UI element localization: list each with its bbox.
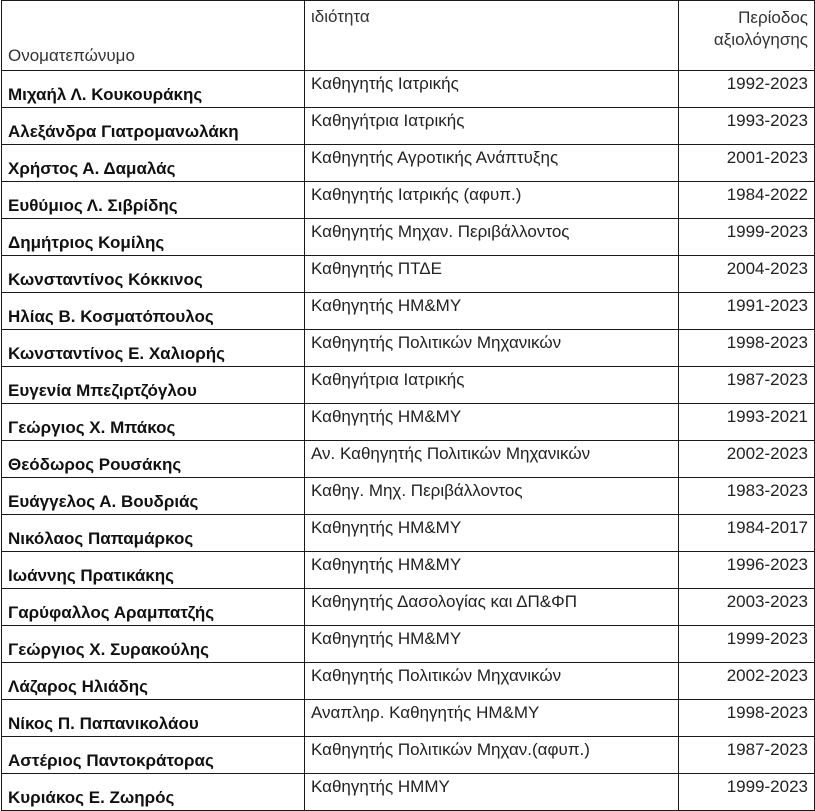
name-cell: Ευθύμιος Λ. Σιβρίδης [2,182,305,219]
role-cell: Καθηγήτρια Ιατρικής [305,367,679,404]
table-row [2,145,815,182]
role-cell: Καθηγητής ΗΜ&ΜΥ [305,515,679,552]
name-cell: Αστέριος Παντοκράτορας [2,737,305,774]
table-row [2,367,815,404]
role-cell: Καθηγητής Ιατρικής [305,71,679,108]
period-cell: 2002-2023 [679,663,815,700]
header-period-line2: αξιολόγησης [713,30,808,49]
period-cell: 2004-2023 [679,256,815,293]
table-header-row [2,1,815,71]
period-cell: 1999-2023 [679,626,815,663]
table-row [2,626,815,663]
role-cell: Καθηγητής Ιατρικής (αφυπ.) [305,182,679,219]
role-cell: Καθηγητής Πολιτικών Μηχανικών [305,663,679,700]
period-cell: 1984-2017 [679,515,815,552]
table-row [2,108,815,145]
role-cell: Καθηγητής ΗΜ&ΜΥ [305,626,679,663]
name-cell: Αλεξάνδρα Γιατρομανωλάκη [2,108,305,145]
role-cell: Καθηγητής ΗΜ&ΜΥ [305,293,679,330]
period-cell: 1993-2021 [679,404,815,441]
table-row [2,293,815,330]
name-cell: Νικόλαος Παπαμάρκος [2,515,305,552]
table-row [2,404,815,441]
name-cell: Λάζαρος Ηλιάδης [2,663,305,700]
table-row [2,182,815,219]
name-cell: Γεώργιος Χ. Μπάκος [2,404,305,441]
name-cell: Μιχαήλ Λ. Κουκουράκης [2,71,305,108]
period-cell: 1999-2023 [679,219,815,256]
name-cell: Ευγενία Μπεζιρτζόγλου [2,367,305,404]
name-cell: Κυριάκος Ε. Ζωηρός [2,774,305,811]
header-role: ιδιότητα [305,1,679,71]
header-period-line1: Περίοδος [738,8,808,27]
name-cell: Θεόδωρος Ρουσάκης [2,441,305,478]
role-cell: Καθηγητής ΗΜΜΥ [305,774,679,811]
name-cell: Χρήστος Α. Δαμαλάς [2,145,305,182]
period-cell: 1998-2023 [679,330,815,367]
period-cell: 2002-2023 [679,441,815,478]
name-cell: Νίκος Π. Παπανικολάου [2,700,305,737]
table-row [2,71,815,108]
period-cell: 1987-2023 [679,737,815,774]
role-cell: Καθηγητής Μηχαν. Περιβάλλοντος [305,219,679,256]
name-cell: Κωνσταντίνος Κόκκινος [2,256,305,293]
table-row [2,441,815,478]
period-cell: 1998-2023 [679,700,815,737]
role-cell: Καθηγητής ΗΜ&ΜΥ [305,404,679,441]
table-row [2,330,815,367]
period-cell: 1983-2023 [679,478,815,515]
period-cell: 1991-2023 [679,293,815,330]
table-row [2,589,815,626]
table-row [2,478,815,515]
evaluators-table [1,0,815,811]
role-cell: Καθηγητής ΗΜ&ΜΥ [305,552,679,589]
name-cell: Ιωάννης Πρατικάκης [2,552,305,589]
period-cell: 2003-2023 [679,589,815,626]
period-cell: 1987-2023 [679,367,815,404]
role-cell: Καθηγητής Πολιτικών Μηχανικών [305,330,679,367]
table-row [2,219,815,256]
table-row [2,552,815,589]
period-cell: 1996-2023 [679,552,815,589]
role-cell: Καθηγητής Δασολογίας και ΔΠ&ΦΠ [305,589,679,626]
header-period [679,1,815,71]
role-cell: Καθηγητής ΠΤΔΕ [305,256,679,293]
table-row [2,774,815,811]
period-cell: 1993-2023 [679,108,815,145]
period-cell: 1999-2023 [679,774,815,811]
role-cell: Αναπληρ. Καθηγητής ΗΜ&ΜΥ [305,700,679,737]
period-cell: 1992-2023 [679,71,815,108]
role-cell: Καθηγητής Αγροτικής Ανάπτυξης [305,145,679,182]
table-row [2,663,815,700]
name-cell: Γαρύφαλλος Αραμπατζής [2,589,305,626]
name-cell: Γεώργιος Χ. Συρακούλης [2,626,305,663]
table-row [2,737,815,774]
name-cell: Κωνσταντίνος Ε. Χαλιορής [2,330,305,367]
name-cell: Δημήτριος Κομίλης [2,219,305,256]
table-row [2,700,815,737]
period-cell: 1984-2022 [679,182,815,219]
name-cell: Ηλίας Β. Κοσματόπουλος [2,293,305,330]
role-cell: Αν. Καθηγητής Πολιτικών Μηχανικών [305,441,679,478]
role-cell: Καθηγ. Μηχ. Περιβάλλοντος [305,478,679,515]
table-row [2,256,815,293]
table-body [2,71,815,811]
table-row [2,515,815,552]
period-cell: 2001-2023 [679,145,815,182]
header-name: Ονοματεπώνυμο [2,1,305,71]
role-cell: Καθηγήτρια Ιατρικής [305,108,679,145]
role-cell: Καθηγητής Πολιτικών Μηχαν.(αφυπ.) [305,737,679,774]
name-cell: Ευάγγελος Α. Βουδριάς [2,478,305,515]
